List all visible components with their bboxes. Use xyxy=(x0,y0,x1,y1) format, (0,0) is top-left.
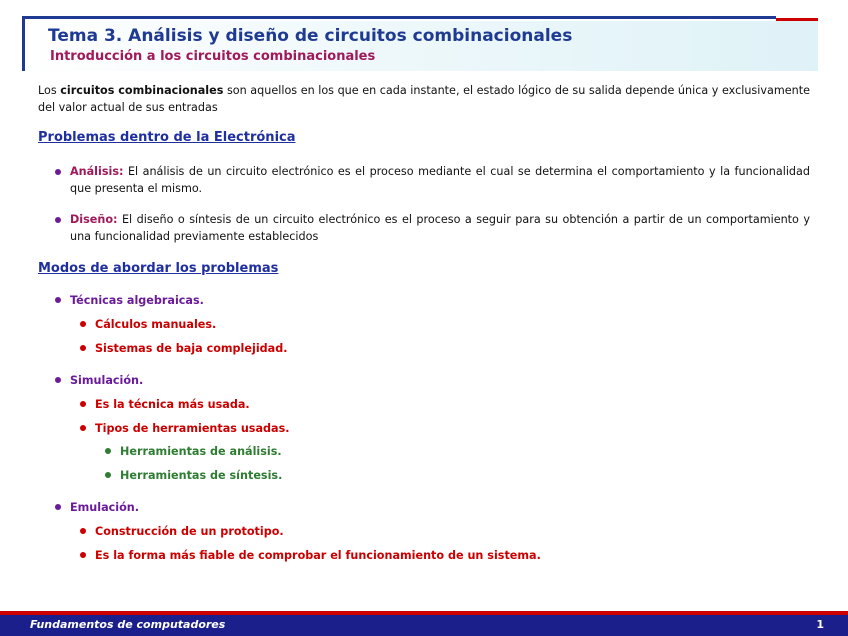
slide-subtitle: Introducción a los circuitos combinacionales xyxy=(50,49,376,64)
design-text: El diseño o síntesis de un circuito electrónico es el proceso a seguir para su obtención a partir de un comportamiento y una funcionalidad previamente establecidos xyxy=(70,213,810,243)
intro-paragraph xyxy=(38,82,810,116)
design-term: Diseño: xyxy=(70,213,118,226)
intro-rest: son aquellos en los que en cada instante, el estado lógico de su salida depende única y exclusivamente del valor actual de sus entradas xyxy=(38,84,810,114)
section-heading-problems: Problemas dentro de la Electrónica xyxy=(38,130,296,145)
bullet-icon xyxy=(55,377,61,383)
header-top-rule xyxy=(22,16,776,19)
analysis-text: El análisis de un circuito electrónico es el proceso mediante el cual se determina el comportamiento y la funcionalidad que presenta el mismo. xyxy=(70,165,810,195)
section-heading-approaches: Modos de abordar los problemas xyxy=(38,261,279,276)
page-number: 1 xyxy=(816,618,824,631)
analysis-term: Análisis: xyxy=(70,165,124,178)
bullet-analysis xyxy=(55,163,810,197)
bullet-icon xyxy=(80,401,86,407)
bullet-design xyxy=(55,211,810,245)
list-item: Es la forma más fiable de comprobar el funcionamiento de un sistema. xyxy=(80,549,541,563)
bullet-icon xyxy=(55,504,61,510)
bullet-icon xyxy=(80,425,86,431)
header-accent-rule xyxy=(776,18,818,21)
list-item: Herramientas de síntesis. xyxy=(105,469,282,483)
list-item: Herramientas de análisis. xyxy=(105,445,282,459)
bullet-icon xyxy=(80,321,86,327)
slide-title: Tema 3. Análisis y diseño de circuitos combinacionales xyxy=(48,26,573,46)
list-item: Simulación. xyxy=(55,374,143,388)
bullet-icon xyxy=(55,169,61,175)
bullet-icon xyxy=(55,297,61,303)
list-item: Tipos de herramientas usadas. xyxy=(80,422,289,436)
list-item: Construcción de un prototipo. xyxy=(80,525,284,539)
bullet-icon xyxy=(80,552,86,558)
bullet-icon xyxy=(105,448,111,454)
header-left-rule xyxy=(22,16,25,71)
list-item: Cálculos manuales. xyxy=(80,318,216,332)
intro-bold-term: circuitos combinacionales xyxy=(60,84,224,97)
intro-prefix: Los xyxy=(38,84,61,97)
footer-course-name: Fundamentos de computadores xyxy=(30,618,226,631)
bullet-icon xyxy=(55,217,61,223)
list-item: Sistemas de baja complejidad. xyxy=(80,342,287,356)
list-item: Emulación. xyxy=(55,501,139,515)
list-item: Técnicas algebraicas. xyxy=(55,294,204,308)
bullet-icon xyxy=(105,472,111,478)
list-item: Es la técnica más usada. xyxy=(80,398,250,412)
bullet-icon xyxy=(80,345,86,351)
bullet-icon xyxy=(80,528,86,534)
